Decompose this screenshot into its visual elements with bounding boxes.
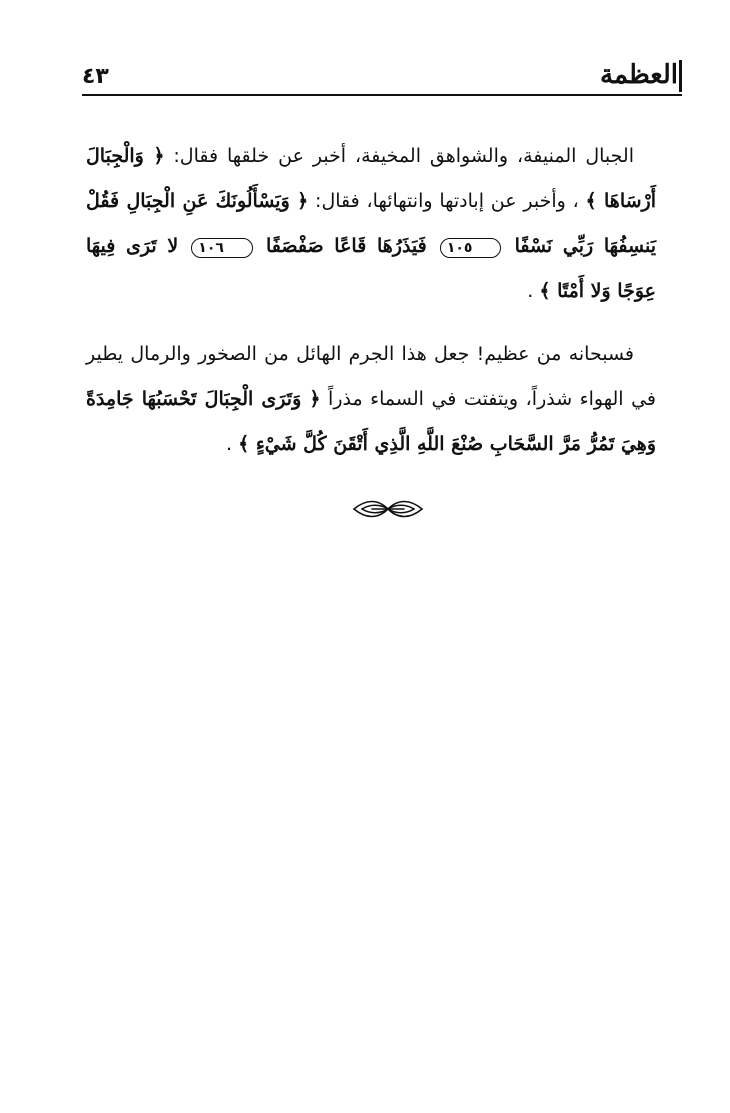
paragraph-1 <box>86 134 656 314</box>
ayah-number-105: ١٠٥ <box>440 238 502 258</box>
quran-verse-3: ﴿ وَتَرَى الْجِبَالَ تَحْسَبُهَا جَامِدَةً وَهِيَ تَمُرُّ مَرَّ السَّحَابِ صُنْعَ اللَّهِ الَّذِي أَتْقَنَ كُلَّ شَيْءٍ ﴾ <box>86 388 656 455</box>
ayah-number-106: ١٠٦ <box>191 238 253 258</box>
header-rule <box>82 94 682 96</box>
page-header <box>82 58 682 98</box>
quran-verse-2-part-c: لا تَرَى فِيهَا عِوَجًا وَلا أَمْتًا ﴾ <box>86 235 656 302</box>
header-side-bar <box>679 60 682 92</box>
page-body <box>86 134 656 485</box>
paragraph-1-ending: . <box>527 280 534 302</box>
quran-verse-1: ﴿ وَالْجِبَالَ أَرْسَاهَا ﴾ <box>86 145 656 212</box>
quran-verse-2-part-a: ﴿ وَيَسْأَلُونَكَ عَنِ الْجِبَالِ فَقُلْ يَنسِفُهَا رَبِّي نَسْفًا <box>86 190 656 257</box>
paragraph-2 <box>86 332 656 467</box>
chapter-title: العظمة <box>600 60 678 90</box>
floral-divider-icon <box>352 496 424 522</box>
paragraph-2-ending: . <box>226 433 233 455</box>
paragraph-1-intro: الجبال المنيفة، والشواهق المخيفة، أخبر عن خلقها فقال: <box>164 145 634 167</box>
paragraph-1-middle: ، وأخبر عن إبادتها وانتهائها، فقال: <box>308 190 579 212</box>
page-number: ٤٣ <box>82 64 109 89</box>
quran-verse-2-part-b: فَيَذَرُهَا قَاعًا صَفْصَفًا <box>266 235 427 257</box>
paragraph-2-intro: فسبحانه من عظيم! جعل هذا الجرم الهائل من الصخور والرمال يطير في الهواء شذراً، ويتفتت في السماء مذراً <box>86 343 656 410</box>
